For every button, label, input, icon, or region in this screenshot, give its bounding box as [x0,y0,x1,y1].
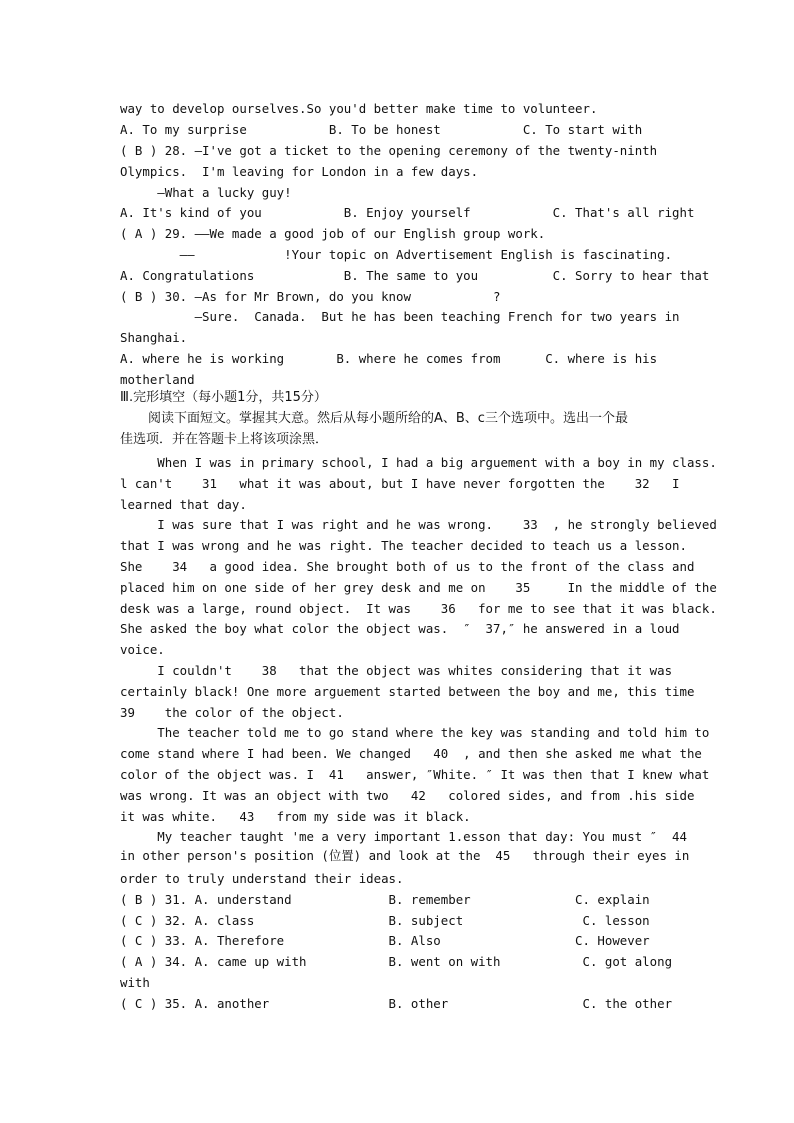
passage-line: was wrong. It was an object with two 42 colored sides, and from .his side [120,788,695,803]
passage-line: l can't 31 what it was about, but I have never forgotten the 32 I [120,476,680,491]
passage-line: I was sure that I was right and he was wrong. 33 , he strongly believed [120,517,717,532]
passage-line: that I was wrong and he was right. The teacher decided to teach us a lesson. [120,538,687,553]
section-heading: Ⅲ.完形填空（每小题1分，共15分） [120,390,327,405]
question-30: ( B ) 30. —As for Mr Brown, do you know ? [120,289,501,304]
passage-line: placed him on one side of her grey desk and me on 35 In the middle of the [120,580,717,595]
passage-line: desk was a large, round object. It was 36 for me to see that it was black. [120,601,717,616]
text-line: A. To my surprise B. To be honest C. To start with [120,122,643,137]
answer-row-34: ( A ) 34. A. came up with B. went on with C. got along [120,954,673,969]
answer-row-31: ( B ) 31. A. understand B. remember C. explain [120,892,650,907]
text-line: Shanghai. [120,330,188,345]
passage-line: I couldn't 38 that the object was whites considering that it was [120,663,673,678]
passage-line: She asked the boy what color the object was. ″ 37,″ he answered in a loud [120,621,680,636]
options-28: A. It's kind of you B. Enjoy yourself C. That's all right [120,205,695,220]
passage-line: come stand where I had been. We changed 40 , and then she asked me what the [120,746,702,761]
passage-line: order to truly understand their ideas. [120,871,404,886]
answer-row-32: ( C ) 32. A. class B. subject C. lesson [120,913,650,928]
answer-row-35: ( C ) 35. A. another B. other C. the other [120,996,673,1011]
options-30: A. where he is working B. where he comes from C. where is his [120,351,658,366]
answer-row-33: ( C ) 33. A. Therefore B. Also C. However [120,933,650,948]
text-line: way to develop ourselves.So you'd better make time to volunteer. [120,101,598,116]
passage-line: She 34 a good idea. She brought both of us to the front of the class and [120,559,695,574]
instructions-line: 阅读下面短文。掌握其大意。然后从每小题所给的A、B、c三个选项中。选出一个最 [148,411,628,426]
text-line: —Sure. Canada. But he has been teaching French for two years in [120,309,680,324]
question-29: ( A ) 29. ——We made a good job of our English group work. [120,226,546,241]
text-line: —— !Your topic on Advertisement English is fascinating. [120,247,673,262]
options-29: A. Congratulations B. The same to you C. Sorry to hear that [120,268,710,283]
passage-line: 39 the color of the object. [120,705,344,720]
passage-line: certainly black! One more arguement started between the boy and me, this time [120,684,695,699]
instructions-line: 佳选项．并在答题卡上将该项涂黑． [120,432,329,447]
passage-line: color of the object was. I 41 answer, ″White. ″ It was then that I knew what [120,767,710,782]
passage-line: it was white. 43 from my side was it black. [120,809,471,824]
passage-line: When I was in primary school, I had a big arguement with a boy in my class. [120,455,717,470]
question-28: ( B ) 28. —I've got a ticket to the opening ceremony of the twenty-ninth [120,143,658,158]
text-line: with [120,975,150,990]
passage-line: voice. [120,642,165,657]
text-line: —What a lucky guy! [120,185,292,200]
passage-line: in other person's position (位置) and look at the 45 through their eyes in [120,848,690,863]
passage-line: The teacher told me to go stand where the key was standing and told him to [120,725,710,740]
passage-line: learned that day. [120,497,247,512]
passage-line: My teacher taught 'me a very important 1.esson that day: You must ″ 44 [120,829,687,844]
text-line: motherland [120,372,195,387]
text-line: Olympics. I'm leaving for London in a few days. [120,164,479,179]
